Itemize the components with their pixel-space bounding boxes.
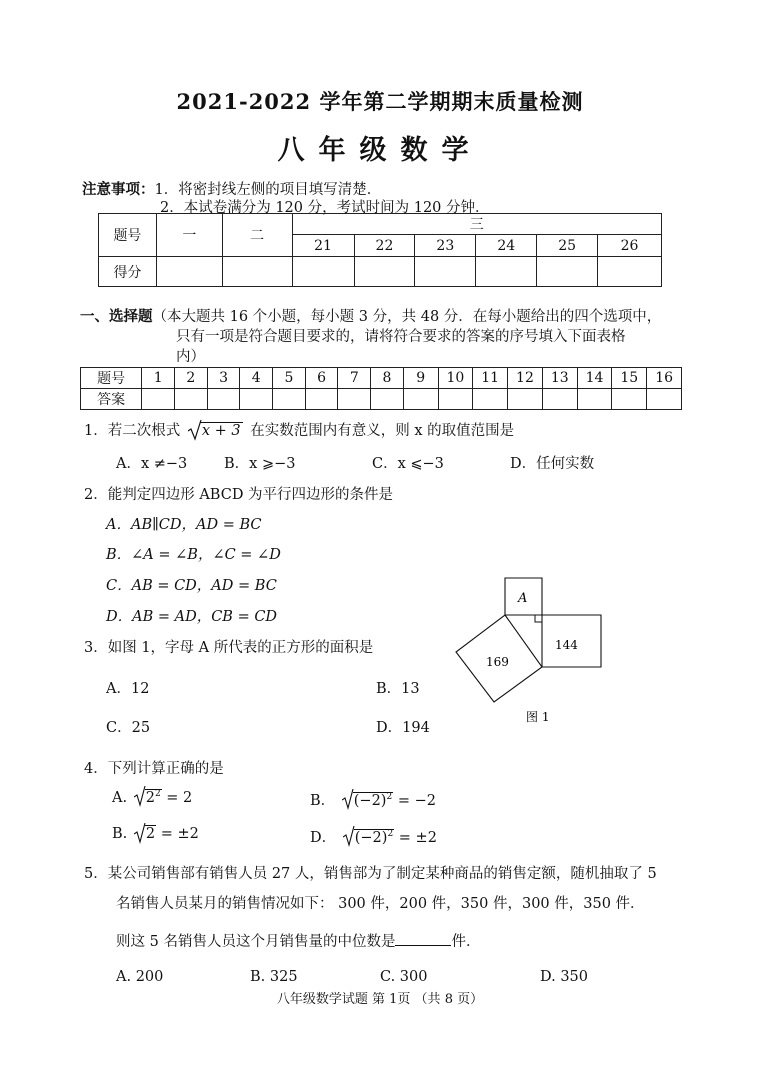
answer-number: 16 — [647, 368, 682, 389]
score-cell[interactable] — [537, 257, 598, 287]
answer-cell[interactable] — [240, 389, 273, 410]
score-subcol: 25 — [537, 235, 598, 257]
q2-option-b[interactable]: B．∠A = ∠B，∠C = ∠D — [106, 547, 281, 563]
answer-number: 15 — [612, 368, 647, 389]
answer-number: 14 — [577, 368, 612, 389]
q5-option-a[interactable]: A. 200 — [116, 969, 164, 985]
figure-caption: 图 1 — [526, 710, 550, 724]
q1-pre: 若二次根式 — [107, 423, 181, 439]
score-subcol: 22 — [354, 235, 415, 257]
score-row-label: 得分 — [99, 257, 157, 287]
radical-sign-icon — [134, 785, 146, 807]
score-col-one: 一 — [156, 214, 222, 257]
score-header-label: 题号 — [99, 214, 157, 257]
score-cell[interactable] — [222, 257, 292, 287]
q2-option-a[interactable]: A．AB∥CD，AD = BC — [106, 517, 262, 533]
q3-option-d[interactable]: D．194 — [376, 720, 430, 736]
q2-option-c[interactable]: C．AB = CD，AD = BC — [106, 578, 277, 594]
answer-number: 8 — [371, 368, 404, 389]
score-table — [98, 213, 662, 287]
answer-cell[interactable] — [175, 389, 208, 410]
q1-option-b[interactable]: B．x ⩾−3 — [224, 456, 296, 472]
answer-cell[interactable] — [371, 389, 404, 410]
answer-header-label: 题号 — [81, 368, 142, 389]
q1-post: 在实数范围内有意义，则 x 的取值范围是 — [250, 423, 515, 439]
section1-label: 一、选择题 — [80, 308, 153, 325]
q4-b-radical: $(-2)^2$ — [342, 792, 393, 809]
score-subcol: 24 — [476, 235, 537, 257]
answer-cell[interactable] — [612, 389, 647, 410]
right-angle-marker — [535, 615, 542, 622]
answer-cell[interactable] — [438, 389, 473, 410]
q3-option-c[interactable]: C．25 — [106, 720, 151, 736]
q5-line-3-pre: 则这 5 名销售人员这个月销售量的中位数是 — [116, 934, 396, 950]
answer-number: 10 — [438, 368, 473, 389]
score-subcol: 26 — [598, 235, 662, 257]
q1-radical — [188, 423, 243, 439]
q5-line-3 — [116, 930, 480, 951]
q4-b-rhs: = −2 — [397, 793, 436, 809]
q1-option-d[interactable]: D．任何实数 — [510, 456, 595, 472]
answer-cell[interactable] — [207, 389, 240, 410]
notice-item-1: 1．将密封线左侧的项目填写清楚． — [154, 182, 382, 198]
q1-option-a[interactable]: A．x ≠−3 — [116, 456, 188, 472]
score-col-three: 三 — [292, 214, 661, 235]
answer-number: 9 — [403, 368, 438, 389]
q4-c-radical: 2 — [134, 826, 156, 842]
answer-table — [80, 367, 682, 410]
q1-stem — [84, 419, 514, 440]
answer-number: 12 — [508, 368, 543, 389]
q4-option-b[interactable] — [310, 789, 436, 810]
answer-cell[interactable] — [403, 389, 438, 410]
q4-c-label: B. — [112, 826, 128, 842]
q4-stem: 4．下列计算正确的是 — [84, 761, 224, 777]
score-cell[interactable] — [292, 257, 354, 287]
answer-cell[interactable] — [273, 389, 306, 410]
score-subcol: 23 — [415, 235, 476, 257]
answer-row-label: 答案 — [81, 389, 142, 410]
notice-label: 注意事项： — [82, 181, 155, 198]
answer-cell[interactable] — [508, 389, 543, 410]
q2-stem: 2．能判定四边形 ABCD 为平行四边形的条件是 — [84, 487, 394, 503]
radical-sign-icon — [188, 419, 202, 441]
q4-b-label: B． — [310, 793, 336, 809]
q3-option-a[interactable]: A．12 — [106, 681, 150, 697]
q1-number: 1． — [84, 423, 108, 439]
section1-desc-2: 只有一项是符合题目要求的，请将符合要求的答案的序号填入下面表格 — [176, 329, 626, 345]
q5-option-c[interactable]: C. 300 — [380, 969, 428, 985]
score-subcol: 21 — [292, 235, 354, 257]
label-169: 169 — [486, 655, 509, 669]
answer-number: 3 — [207, 368, 240, 389]
q5-option-d[interactable]: D. 350 — [540, 969, 589, 985]
q5-answer-blank[interactable] — [395, 932, 451, 946]
q4-a-label: A. — [112, 789, 128, 806]
q4-a-rhs: = 2 — [166, 789, 193, 806]
answer-cell[interactable] — [647, 389, 682, 410]
answer-cell[interactable] — [542, 389, 577, 410]
answer-number: 6 — [305, 368, 338, 389]
q5-line-1: 5．某公司销售部有销售人员 27 人，销售部为了制定某种商品的销售定额，随机抽取了 5 — [84, 866, 657, 882]
q2-option-d[interactable]: D．AB = AD，CB = CD — [106, 609, 278, 625]
answer-cell[interactable] — [577, 389, 612, 410]
score-cell[interactable] — [598, 257, 662, 287]
q4-c-rhs: = ±2 — [160, 826, 199, 842]
answer-number: 13 — [542, 368, 577, 389]
q4-option-d[interactable] — [310, 826, 437, 847]
answer-number: 11 — [473, 368, 508, 389]
radical-sign-icon — [342, 788, 354, 810]
score-cell[interactable] — [415, 257, 476, 287]
q5-line-2: 名销售人员某月的销售情况如下： 300 件，200 件，350 件，300 件，350 件． — [116, 896, 645, 912]
answer-cell[interactable] — [305, 389, 338, 410]
exam-title: 2021-2022 学年第二学期期末质量检测 — [176, 89, 584, 114]
radical-sign-icon — [134, 822, 146, 844]
answer-number: 7 — [338, 368, 371, 389]
q5-option-b[interactable]: B. 325 — [250, 969, 298, 985]
exam-subtitle: 八年级数学 — [277, 135, 483, 166]
radical-sign-icon — [343, 825, 355, 847]
answer-cell[interactable] — [142, 389, 175, 410]
q1-radicand: x + 3 — [201, 423, 241, 439]
q4-a-radical: $2^2$ — [134, 789, 162, 806]
section1-heading — [80, 307, 661, 327]
q4-option-c[interactable] — [112, 826, 199, 842]
notice-item-2: 2．本试卷满分为 120 分，考试时间为 120 分钟． — [160, 200, 490, 216]
figure-1 — [450, 572, 610, 732]
page-footer: 八年级数学试题 第 1页 （共 8 页） — [276, 992, 484, 1007]
q5-line-3-post: 件． — [451, 934, 481, 950]
answer-number: 5 — [273, 368, 306, 389]
score-cell[interactable] — [156, 257, 222, 287]
label-144: 144 — [555, 638, 578, 652]
label-a: A — [518, 591, 528, 606]
score-cell[interactable] — [354, 257, 415, 287]
q3-stem: 3．如图 1，字母 A 所代表的正方形的面积是 — [84, 640, 374, 656]
score-col-two: 二 — [222, 214, 292, 257]
answer-number: 2 — [175, 368, 208, 389]
answer-cell[interactable] — [338, 389, 371, 410]
q1-option-c[interactable]: C．x ⩽−3 — [372, 456, 444, 472]
q3-option-b[interactable]: B．13 — [376, 681, 420, 697]
q4-d-label: D． — [310, 830, 337, 846]
answer-number: 4 — [240, 368, 273, 389]
section1-desc-3: 内） — [176, 349, 205, 365]
q4-option-a[interactable] — [112, 789, 192, 806]
answer-cell[interactable] — [473, 389, 508, 410]
score-cell[interactable] — [476, 257, 537, 287]
section1-desc-1: （本大题共 16 个小题，每小题 3 分，共 48 分．在每小题给出的四个选项中， — [152, 309, 662, 325]
answer-number: 1 — [142, 368, 175, 389]
q4-d-radical: $(-2)^2$ — [343, 829, 394, 846]
q4-d-rhs: = ±2 — [398, 830, 437, 846]
